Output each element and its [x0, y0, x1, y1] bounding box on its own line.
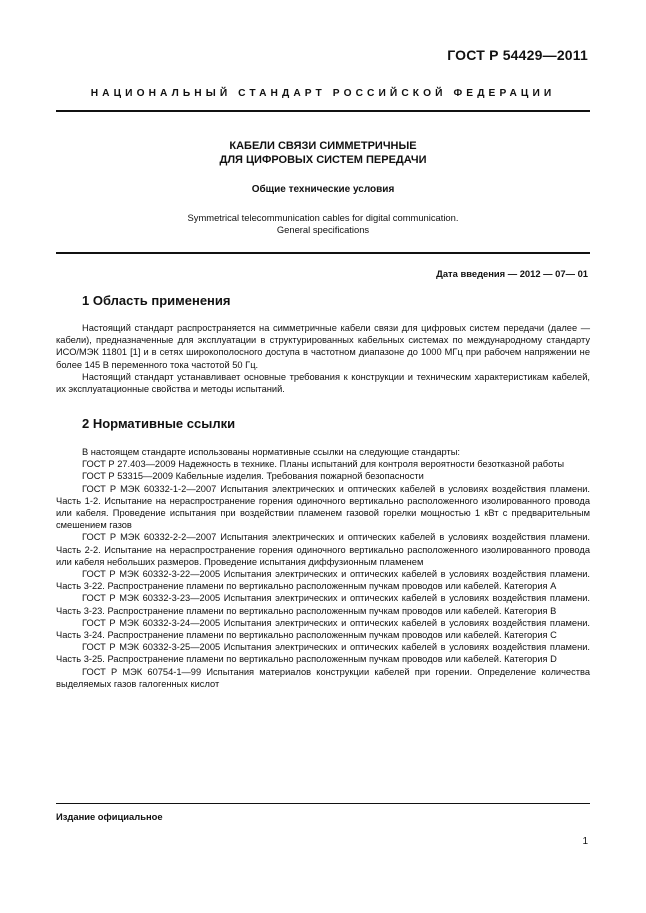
reference-item: ГОСТ Р МЭК 60332-2-2—2007 Испытания электрических и оптических кабелей в условиях воздействия пламени. Часть 2-2. Испытание на нераспространение горения одиночного вертикально расположенного изолированного провода или кабеля небольших размеров. Проведение испытания диффузионным пламенем	[56, 532, 590, 567]
section-2-body	[56, 446, 590, 690]
english-title-line-2: General specifications	[276, 224, 370, 235]
reference-item: ГОСТ Р МЭК 60332-3-24—2005 Испытания электрических и оптических кабелей в условиях воздействия пламени. Часть 3-24. Распространение пламени по вертикально расположенным пучкам проводов или кабелей. Категория С	[56, 617, 590, 641]
page-number: 1	[582, 836, 588, 847]
footer-divider	[56, 803, 590, 804]
introduction-date: Дата введения — 2012 — 07— 01	[436, 268, 588, 279]
reference-item: ГОСТ Р МЭК 60754-1—99 Испытания материалов конструкции кабелей при горении. Определение количества выделяемых газов галогенных кислот	[56, 666, 590, 689]
header-divider	[56, 110, 590, 112]
title-block	[56, 139, 590, 236]
reference-item: ГОСТ Р МЭК 60332-3-23—2005 Испытания электрических и оптических кабелей в условиях воздействия пламени. Часть 3-23. Распространение пламени по вертикально расположенным пучкам проводов или кабелей. Категория В	[56, 593, 590, 616]
title-line-1: КАБЕЛИ СВЯЗИ СИММЕТРИЧНЫЕ	[229, 140, 417, 152]
english-title-line-1: Symmetrical telecommunication cables for digital communication.	[187, 212, 459, 223]
edition-label: Издание официальное	[56, 811, 163, 822]
standard-number: ГОСТ Р 54429—2011	[447, 47, 588, 63]
title-line-2: ДЛЯ ЦИФРОВЫХ СИСТЕМ ПЕРЕДАЧИ	[219, 154, 427, 166]
english-title	[56, 212, 590, 236]
section-1-heading: 1 Область применения	[82, 293, 231, 308]
section-1-body	[56, 322, 590, 395]
document-subtitle: Общие технические условия	[251, 184, 395, 195]
section-2-heading: 2 Нормативные ссылки	[82, 416, 236, 431]
reference-item: ГОСТ Р 27.403—2009 Надежность в технике. Планы испытаний для контроля вероятности безотказной работы	[82, 459, 565, 470]
title-divider	[56, 252, 590, 254]
reference-item: ГОСТ Р МЭК 60332-1-2—2007 Испытания электрических и оптических кабелей в условиях воздействия пламени. Часть 1-2. Испытание на нераспространение горения одиночного вертикально расположенного изолированного провода или кабеля. Проведение испытания при воздействии пламенем газовой горелки мощностью 1 кВт с предварительным смешением газов	[56, 483, 590, 531]
reference-item: ГОСТ Р МЭК 60332-3-22—2005 Испытания электрических и оптических кабелей в условиях воздействия пламени. Часть 3-22. Распространение пламени по вертикально расположенным пучкам проводов или кабелей. Категория А	[56, 569, 590, 592]
paragraph: В настоящем стандарте использованы нормативные ссылки на следующие стандарты:	[82, 447, 461, 457]
paragraph: Настоящий стандарт устанавливает основные требования к конструкции и техническим характеристикам кабелей, их эксплуатационные свойства и методы испытаний.	[56, 371, 590, 395]
reference-item: ГОСТ Р 53315—2009 Кабельные изделия. Требования пожарной безопасности	[82, 471, 424, 482]
national-standard-heading: НАЦИОНАЛЬНЫЙ СТАНДАРТ РОССИЙСКОЙ ФЕДЕРАЦИИ	[90, 88, 556, 99]
reference-item: ГОСТ Р МЭК 60332-3-25—2005 Испытания электрических и оптических кабелей в условиях воздействия пламени. Часть 3-25. Распространение пламени по вертикально расположенным пучкам проводов или кабелей. Категория D	[56, 642, 590, 665]
paragraph: Настоящий стандарт распространяется на симметричные кабели связи для цифровых систем передачи (далее — кабели), предназначенные для эксплуатации в структурированных кабельных системах по международному стандарту ИСО/МЭК 11801 [1] и в сетях широкополосного доступа в частотном диапазоне до 1000 МГц при рабочем напряжении не более 145 В переменного тока частотой 50 Гц.	[56, 323, 590, 370]
